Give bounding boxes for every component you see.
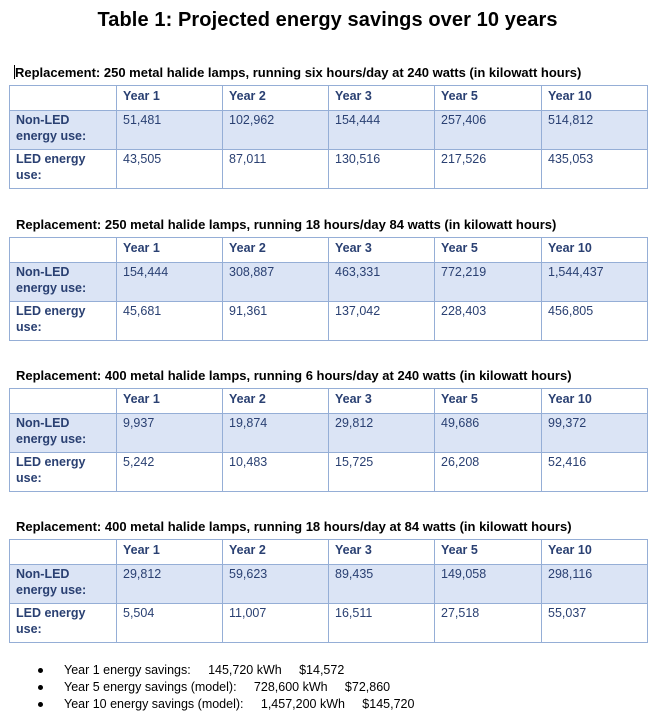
table-cell: 435,053 (542, 150, 648, 189)
table-section-2 (9, 217, 647, 341)
savings-text: Year 5 energy savings (model): 728,600 kWh $72,860 (64, 680, 391, 694)
table-cell: 9,937 (117, 414, 223, 453)
table-cell: 257,406 (435, 111, 542, 150)
table-cell: 45,681 (117, 302, 223, 341)
energy-table (9, 539, 648, 643)
header-cell-blank (10, 540, 117, 565)
table-section-3 (9, 368, 647, 492)
header-cell: Year 3 (329, 389, 435, 414)
header-cell: Year 2 (223, 389, 329, 414)
row-label: Non-LED energy use: (10, 414, 117, 453)
table-cell: 137,042 (329, 302, 435, 341)
header-cell: Year 5 (435, 389, 542, 414)
table-cell: 49,686 (435, 414, 542, 453)
header-cell: Year 10 (542, 238, 648, 263)
table-row (10, 263, 648, 302)
savings-list (38, 662, 414, 713)
table-row (10, 453, 648, 492)
caption-text: Replacement: 400 metal halide lamps, running 18 hours/day at 84 watts (in kilowatt hours) (16, 519, 572, 534)
header-cell: Year 10 (542, 540, 648, 565)
table-cell: 91,361 (223, 302, 329, 341)
table-cell: 149,058 (435, 565, 542, 604)
row-label: Non-LED energy use: (10, 111, 117, 150)
bullet-icon (38, 668, 43, 673)
table-cell: 29,812 (329, 414, 435, 453)
header-cell: Year 3 (329, 540, 435, 565)
header-cell: Year 3 (329, 238, 435, 263)
savings-text: Year 10 energy savings (model): 1,457,200 kWh $145,720 (64, 697, 415, 711)
table-cell: 514,812 (542, 111, 648, 150)
table-cell: 99,372 (542, 414, 648, 453)
header-cell: Year 10 (542, 86, 648, 111)
caption-text: Replacement: 400 metal halide lamps, running 6 hours/day at 240 watts (in kilowatt hours) (16, 368, 572, 383)
table-cell: 102,962 (223, 111, 329, 150)
header-cell: Year 5 (435, 238, 542, 263)
section-caption (16, 519, 647, 539)
list-item (38, 679, 414, 696)
table-cell: 55,037 (542, 604, 648, 643)
energy-table (9, 85, 648, 189)
table-cell: 43,505 (117, 150, 223, 189)
table-cell: 16,511 (329, 604, 435, 643)
table-cell: 87,011 (223, 150, 329, 189)
table-cell: 463,331 (329, 263, 435, 302)
table-cell: 228,403 (435, 302, 542, 341)
bullet-icon (38, 702, 43, 707)
page-title: Table 1: Projected energy savings over 10 years (97, 9, 558, 31)
table-row (10, 414, 648, 453)
energy-table (9, 388, 648, 492)
table-row (10, 565, 648, 604)
energy-table (9, 237, 648, 341)
table-cell: 26,208 (435, 453, 542, 492)
table-cell: 11,007 (223, 604, 329, 643)
table-cell: 130,516 (329, 150, 435, 189)
table-section-4 (9, 519, 647, 643)
table-cell: 10,483 (223, 453, 329, 492)
header-cell: Year 3 (329, 86, 435, 111)
table-cell: 217,526 (435, 150, 542, 189)
header-row (10, 238, 648, 263)
header-cell: Year 10 (542, 389, 648, 414)
savings-text: Year 1 energy savings: 145,720 kWh $14,572 (64, 663, 345, 677)
table-cell: 154,444 (117, 263, 223, 302)
table-cell: 15,725 (329, 453, 435, 492)
list-item (38, 662, 414, 679)
header-cell: Year 2 (223, 86, 329, 111)
row-label: LED energy use: (10, 302, 117, 341)
row-label: Non-LED energy use: (10, 263, 117, 302)
table-cell: 27,518 (435, 604, 542, 643)
table-cell: 308,887 (223, 263, 329, 302)
header-cell: Year 1 (117, 238, 223, 263)
header-cell: Year 1 (117, 86, 223, 111)
table-cell: 298,116 (542, 565, 648, 604)
table-cell: 19,874 (223, 414, 329, 453)
table-cell: 59,623 (223, 565, 329, 604)
table-cell: 772,219 (435, 263, 542, 302)
row-label: LED energy use: (10, 453, 117, 492)
table-row (10, 302, 648, 341)
section-caption (16, 65, 647, 85)
header-row (10, 389, 648, 414)
caption-text: Replacement: 250 metal halide lamps, running six hours/day at 240 watts (in kilowatt hours) (15, 65, 582, 80)
row-label: Non-LED energy use: (10, 565, 117, 604)
table-cell: 1,544,437 (542, 263, 648, 302)
table-row (10, 604, 648, 643)
row-label: LED energy use: (10, 604, 117, 643)
table-row (10, 111, 648, 150)
table-cell: 29,812 (117, 565, 223, 604)
header-cell-blank (10, 86, 117, 111)
section-caption (16, 217, 647, 237)
header-cell: Year 2 (223, 540, 329, 565)
header-cell: Year 5 (435, 86, 542, 111)
table-cell: 5,504 (117, 604, 223, 643)
section-caption (16, 368, 647, 388)
header-cell: Year 1 (117, 389, 223, 414)
header-row (10, 540, 648, 565)
row-label: LED energy use: (10, 150, 117, 189)
bullet-icon (38, 685, 43, 690)
table-row (10, 150, 648, 189)
header-row (10, 86, 648, 111)
table-section-1 (9, 65, 647, 189)
table-cell: 5,242 (117, 453, 223, 492)
table-cell: 456,805 (542, 302, 648, 341)
header-cell: Year 1 (117, 540, 223, 565)
caption-text: Replacement: 250 metal halide lamps, running 18 hours/day 84 watts (in kilowatt hours) (16, 217, 557, 232)
header-cell-blank (10, 389, 117, 414)
table-cell: 89,435 (329, 565, 435, 604)
table-cell: 154,444 (329, 111, 435, 150)
table-cell: 52,416 (542, 453, 648, 492)
header-cell-blank (10, 238, 117, 263)
header-cell: Year 2 (223, 238, 329, 263)
list-item (38, 696, 414, 713)
header-cell: Year 5 (435, 540, 542, 565)
table-cell: 51,481 (117, 111, 223, 150)
